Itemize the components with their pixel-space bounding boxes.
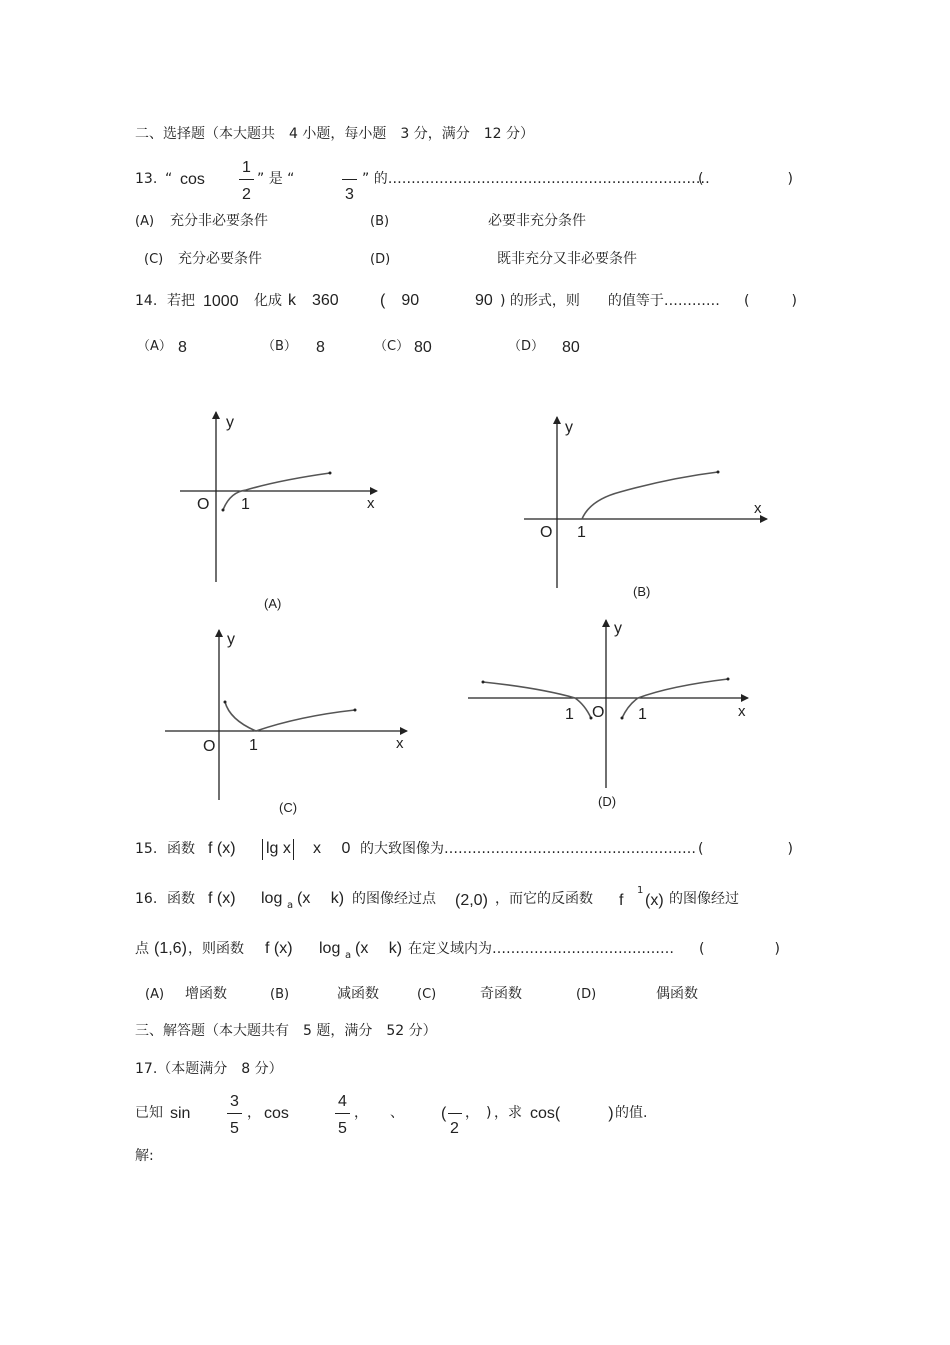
- q17-interval-right: ， ): [465, 1105, 492, 1121]
- graph-b-curve: [582, 472, 718, 519]
- q13-open-quote: “: [165, 171, 173, 187]
- q13-opt-b-text: 必要非充分条件: [488, 213, 586, 229]
- q13-tail: ” 的……………………………………………………………: [362, 171, 710, 187]
- q13-opt-a-text: 充分非必要条件: [170, 213, 268, 229]
- q16-answer-paren: ( ): [699, 941, 780, 957]
- q13-frac-den: 2: [242, 186, 251, 203]
- graph-d-x-label: x: [738, 703, 746, 720]
- graph-b-origin: O: [540, 524, 553, 541]
- q13-opt-c-label: (C): [144, 252, 164, 267]
- q16-hanshu: 函数: [167, 891, 195, 907]
- q14-opt-c-value: 80: [414, 339, 432, 356]
- graph-a-caption: (A): [264, 596, 282, 611]
- graph-c-one: 1: [249, 737, 258, 754]
- q13-frac-num: 1: [242, 159, 251, 176]
- graph-a-x-label: x: [367, 495, 375, 512]
- graph-a: [180, 412, 377, 611]
- q16-number: 16.: [135, 891, 158, 907]
- graph-d-origin: O: [592, 704, 605, 721]
- q16-text1: 的图像经过点: [352, 891, 436, 907]
- q13-opt-b-label: (B): [370, 214, 390, 229]
- q17-cos-expr: cos( ): [530, 1105, 614, 1122]
- q15-hanshu: 函数: [167, 841, 195, 857]
- q16-opt-c-label: (C): [417, 987, 437, 1002]
- q14-k360: k 360: [288, 292, 339, 309]
- q16-finv-arg: (x): [645, 892, 664, 909]
- graph-c-x-label: x: [396, 735, 404, 752]
- graph-b-one: 1: [577, 524, 586, 541]
- q14-opt-a-label: （A）: [137, 339, 172, 354]
- graph-c-y-label: y: [227, 631, 235, 648]
- q17-interval-left: (: [441, 1105, 447, 1122]
- q16-opt-d-label: (D): [576, 987, 597, 1002]
- q14-answer-paren: ( ): [744, 293, 797, 309]
- q14-opt-d-value: 80: [562, 339, 580, 356]
- q16-finv-sup: 1: [637, 885, 644, 896]
- q16-line2-fx: f (x): [265, 940, 293, 957]
- q14-opt-b-value: 8: [316, 339, 325, 356]
- graph-d-caption: (D): [598, 794, 617, 809]
- q17-dezhi: 的值.: [615, 1105, 648, 1121]
- q16-text3: 的图像经过: [669, 891, 739, 907]
- q17-frac1-bar: [227, 1113, 242, 1114]
- q14-opt-d-label: （D）: [508, 339, 545, 354]
- q16-line2-tail: 在定义域内为…………………………………: [408, 941, 674, 957]
- q16-line2-log: log: [319, 940, 341, 957]
- q17-solution-label: 解:: [135, 1148, 154, 1164]
- graph-d-one: 1: [638, 706, 647, 723]
- q15-tail: 的大致图像为………………………………………………: [360, 841, 696, 857]
- q16-log: log: [261, 890, 283, 907]
- graph-c-curve: [225, 702, 355, 731]
- q16-fx: f (x): [208, 890, 236, 907]
- q16-opt-a-text: 增函数: [185, 986, 227, 1002]
- q15-fx: f (x): [208, 840, 236, 857]
- q14-range-right: 90: [475, 292, 493, 309]
- q17-frac3-den: 2: [450, 1120, 459, 1137]
- graph-b: [524, 417, 767, 599]
- q16-line2-log-base: a: [345, 950, 352, 961]
- q16-point1: (2,0): [455, 892, 488, 909]
- q14-opt-b-label: （B）: [262, 339, 297, 354]
- section2-header: 二、选择题（本大题共 4 小题，每小题 3 分，满分 12 分）: [135, 126, 534, 142]
- q13-number: 13.: [135, 171, 158, 187]
- q16-opt-d-text: 偶函数: [656, 986, 698, 1002]
- q17-frac1-num: 3: [230, 1093, 239, 1110]
- graph-a-y-label: y: [226, 414, 234, 431]
- graph-d-left-curve: [483, 682, 591, 718]
- q17-frac2-bar: [335, 1113, 350, 1114]
- q17-dun: 、: [390, 1105, 404, 1121]
- q17-cos: cos: [264, 1105, 289, 1122]
- q17-title: 17.（本题满分 8 分）: [135, 1061, 283, 1077]
- q17-qiu: ，求: [494, 1105, 522, 1121]
- q14-opt-c-label: （C）: [374, 339, 410, 354]
- q16-text2: ，而它的反函数: [495, 891, 593, 907]
- q14-number: 14.: [135, 293, 158, 309]
- q15-abs-right-bar: [293, 839, 294, 860]
- q13-opt-d-label: (D): [370, 252, 391, 267]
- q17-yizhi: 已知: [135, 1105, 163, 1121]
- q14-ruoba: 若把: [167, 293, 195, 309]
- q16-line2-text1: ，则函数: [188, 941, 244, 957]
- q13-answer-paren: ( ): [698, 171, 793, 187]
- graph-d-y-label: y: [614, 620, 622, 637]
- q16-log-arg: (x k): [297, 890, 345, 907]
- graph-b-x-label: x: [754, 500, 762, 517]
- q14-huacheng: 化成: [254, 293, 282, 309]
- q13-frac2-den: 3: [345, 186, 354, 203]
- q17-frac2-num: 4: [338, 1093, 347, 1110]
- q15-abs-left-bar: [262, 839, 263, 860]
- q15-answer-paren: ( ): [698, 841, 793, 857]
- graph-a-one: 1: [241, 496, 250, 513]
- q16-opt-c-text: 奇函数: [480, 986, 522, 1002]
- q16-line2-dian: 点: [135, 941, 149, 957]
- q15-condition: x 0: [313, 840, 351, 857]
- q14-range-left: ( 90: [380, 292, 420, 309]
- q17-frac2-den: 5: [338, 1120, 347, 1137]
- graph-c-origin: O: [203, 738, 216, 755]
- graph-d: [468, 620, 748, 809]
- q16-log-base: a: [287, 900, 294, 911]
- q17-sin: sin: [170, 1105, 191, 1122]
- q17-frac3-bar: [448, 1113, 462, 1114]
- q16-line2-log-arg: (x k): [355, 940, 403, 957]
- q16-opt-b-text: 减函数: [337, 986, 379, 1002]
- q16-finv: f: [619, 892, 624, 909]
- q14-opt-a-value: 8: [178, 339, 187, 356]
- graph-c-caption: (C): [279, 800, 298, 815]
- graph-d-neg-one: 1: [565, 706, 574, 723]
- q13-middle: ” 是 “: [257, 171, 295, 187]
- q17-frac1-den: 5: [230, 1120, 239, 1137]
- q14-tail: ) 的形式，则 的值等于…………: [500, 293, 720, 309]
- q15-number: 15.: [135, 841, 158, 857]
- q13-cos: cos: [180, 171, 205, 188]
- q16-opt-a-label: (A): [145, 987, 165, 1002]
- q14-1000: 1000: [203, 293, 239, 310]
- q17-sep1: ，: [247, 1105, 261, 1121]
- q15-abs-content: lg x: [266, 840, 291, 857]
- graph-a-origin: O: [197, 496, 210, 513]
- graph-b-caption: (B): [633, 584, 651, 599]
- q16-opt-b-label: (B): [270, 987, 290, 1002]
- q16-point2: (1,6): [154, 940, 187, 957]
- graph-b-y-label: y: [565, 419, 573, 436]
- graph-c: [165, 630, 407, 815]
- section3-header: 三、解答题（本大题共有 5 题，满分 52 分）: [135, 1023, 437, 1039]
- q13-opt-a-label: (A): [135, 214, 155, 229]
- q13-opt-c-text: 充分必要条件: [178, 251, 262, 267]
- q13-opt-d-text: 既非充分又非必要条件: [497, 251, 637, 267]
- q17-sep2: ，: [354, 1105, 368, 1121]
